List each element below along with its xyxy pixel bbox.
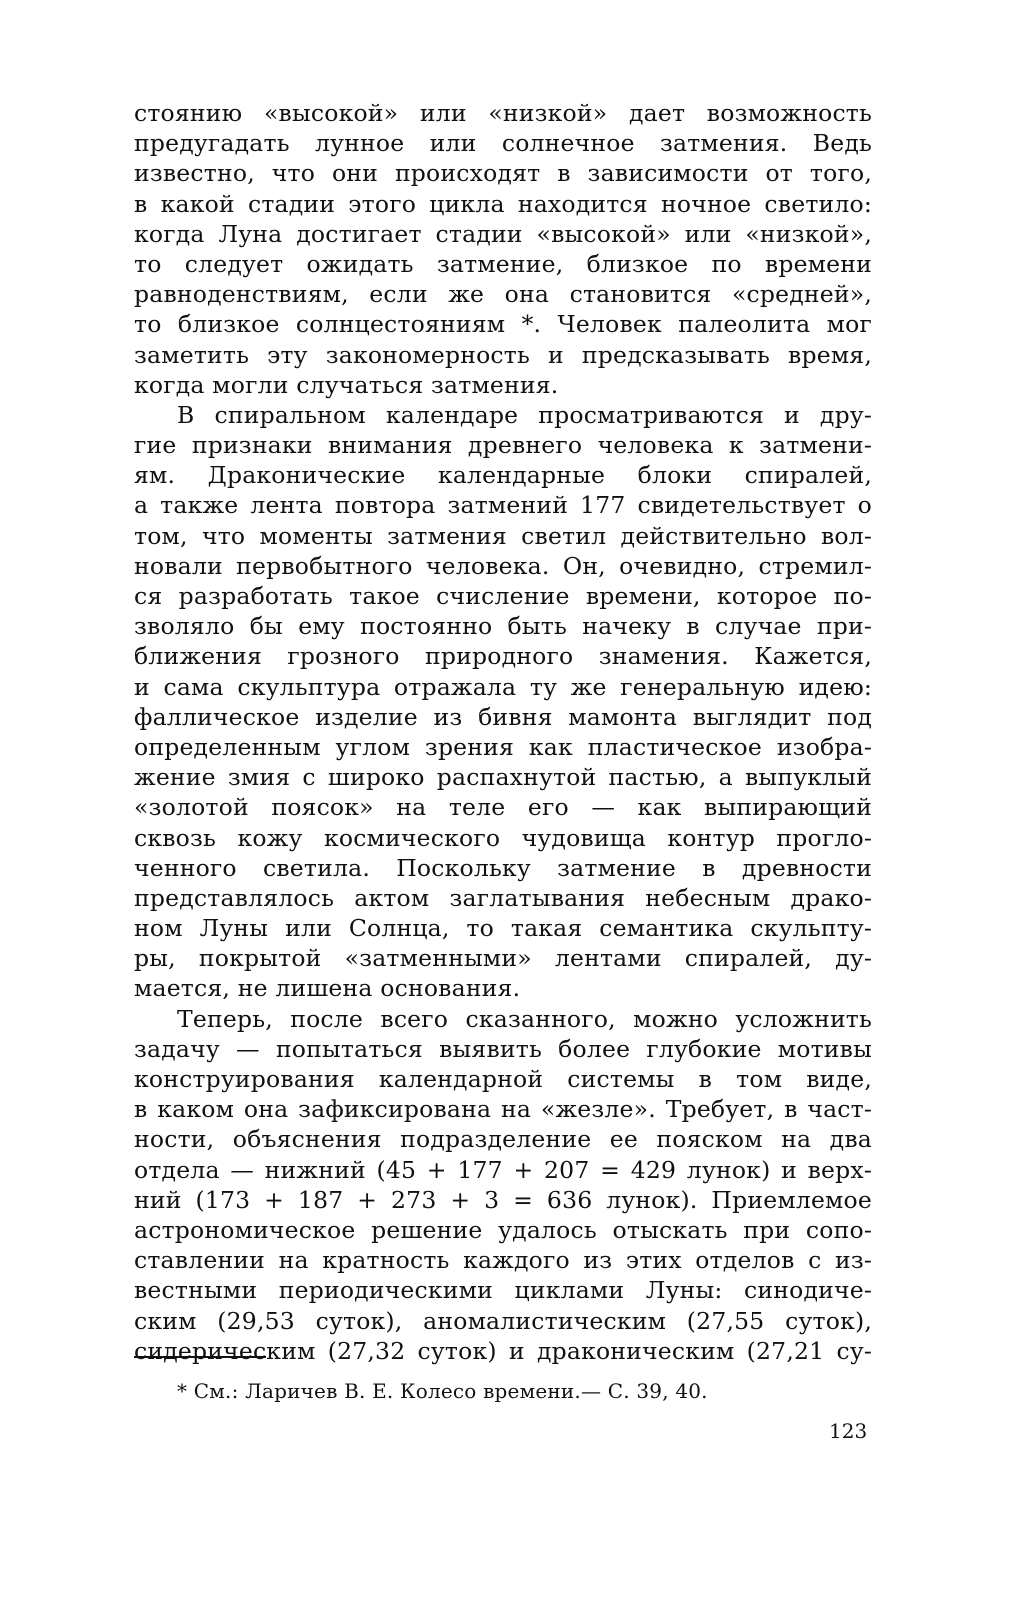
text-line: то следует ожидать затмение, близкое по времени — [134, 249, 872, 278]
text-line: ставлении на кратность каждого из этих отделов с из- — [134, 1246, 872, 1275]
text-line: известно, что они происходят в зависимости от того, — [134, 159, 872, 188]
text-line: отдела — нижний (45 + 177 + 207 = 429 лунок) и верх- — [134, 1155, 872, 1184]
footnote-divider — [134, 1356, 266, 1358]
text-line: вестными периодическими циклами Луны: синодиче- — [134, 1276, 872, 1305]
text-line: мается, не лишена основания. — [134, 974, 521, 1003]
text-line: жение змия с широко распахнутой пастью, а выпуклый — [134, 763, 872, 792]
text-line: ности, объяснения подразделение ее пояском на два — [134, 1125, 872, 1154]
footnote: * См.: Ларичев В. Е. Колесо времени.— С. 39, 40. — [177, 1379, 708, 1403]
text-line: зволяло бы ему постоянно быть начеку в случае при- — [134, 612, 872, 641]
text-line: в какой стадии этого цикла находится ночное светило: — [134, 189, 872, 218]
text-line: когда Луна достигает стадии «высокой» или «низкой», — [134, 219, 872, 248]
text-line: сидерическим (27,32 суток) и драконическим (27,21 су- — [134, 1336, 872, 1365]
text-line: сквозь кожу космического чудовища контур прогло- — [134, 823, 872, 852]
paragraph — [134, 98, 872, 400]
text-line: В спиральном календаре просматриваются и дру- — [177, 400, 872, 429]
main-text — [134, 98, 872, 1366]
text-line: ченного светила. Поскольку затмение в древности — [134, 853, 872, 882]
text-line: Теперь, после всего сказанного, можно усложнить — [177, 1004, 872, 1033]
paragraph — [134, 400, 872, 1004]
text-line: в каком она зафиксирована на «жезле». Требует, в част- — [134, 1095, 872, 1124]
text-line: и сама скульптура отражала ту же генеральную идею: — [134, 672, 872, 701]
text-line: когда могли случаться затмения. — [134, 370, 559, 399]
page-number: 123 — [829, 1419, 868, 1443]
text-line: равноденствиям, если же она становится «средней», — [134, 280, 872, 309]
text-line: новали первобытного человека. Он, очевидно, стремил- — [134, 551, 872, 580]
text-line: стоянию «высокой» или «низкой» дает возможность — [134, 99, 872, 127]
text-line: ном Луны или Солнца, то такая семантика скульпту- — [134, 914, 872, 943]
text-line: конструирования календарной системы в том виде, — [134, 1065, 872, 1093]
text-line: то близкое солнцестояниям *. Человек палеолита мог — [134, 310, 872, 339]
text-line: ближения грозного природного знамения. Кажется, — [134, 642, 872, 671]
text-line: астрономическое решение удалось отыскать при сопо- — [134, 1215, 872, 1244]
text-line: представлялось актом заглатывания небесным драко- — [134, 883, 872, 912]
text-line: определенным углом зрения как пластическое изобра- — [134, 732, 872, 761]
text-line: «золотой поясок» на теле его — как выпирающий — [134, 793, 872, 822]
text-line: ся разработать такое счисление времени, которое по- — [134, 582, 872, 610]
text-line: заметить эту закономерность и предсказывать время, — [134, 340, 872, 369]
text-line: гие признаки внимания древнего человека к затмени- — [134, 431, 872, 460]
text-line: ям. Драконические календарные блоки спиралей, — [134, 461, 872, 490]
text-line: ний (173 + 187 + 273 + 3 = 636 лунок). Приемлемое — [134, 1185, 872, 1214]
text-line: ским (29,53 суток), аномалистическим (27,55 суток), — [134, 1306, 872, 1335]
text-line: том, что моменты затмения светил действительно вол- — [134, 521, 872, 550]
text-line: задачу — попытаться выявить более глубокие мотивы — [134, 1034, 872, 1063]
paragraph — [134, 1004, 872, 1366]
text-line: а также лента повтора затмений 177 свидетельствует о — [134, 491, 872, 520]
text-line: предугадать лунное или солнечное затмения. Ведь — [134, 129, 872, 158]
text-line: ры, покрытой «затменными» лентами спиралей, ду- — [134, 944, 872, 973]
text-line: фаллическое изделие из бивня мамонта выглядит под — [134, 702, 872, 731]
